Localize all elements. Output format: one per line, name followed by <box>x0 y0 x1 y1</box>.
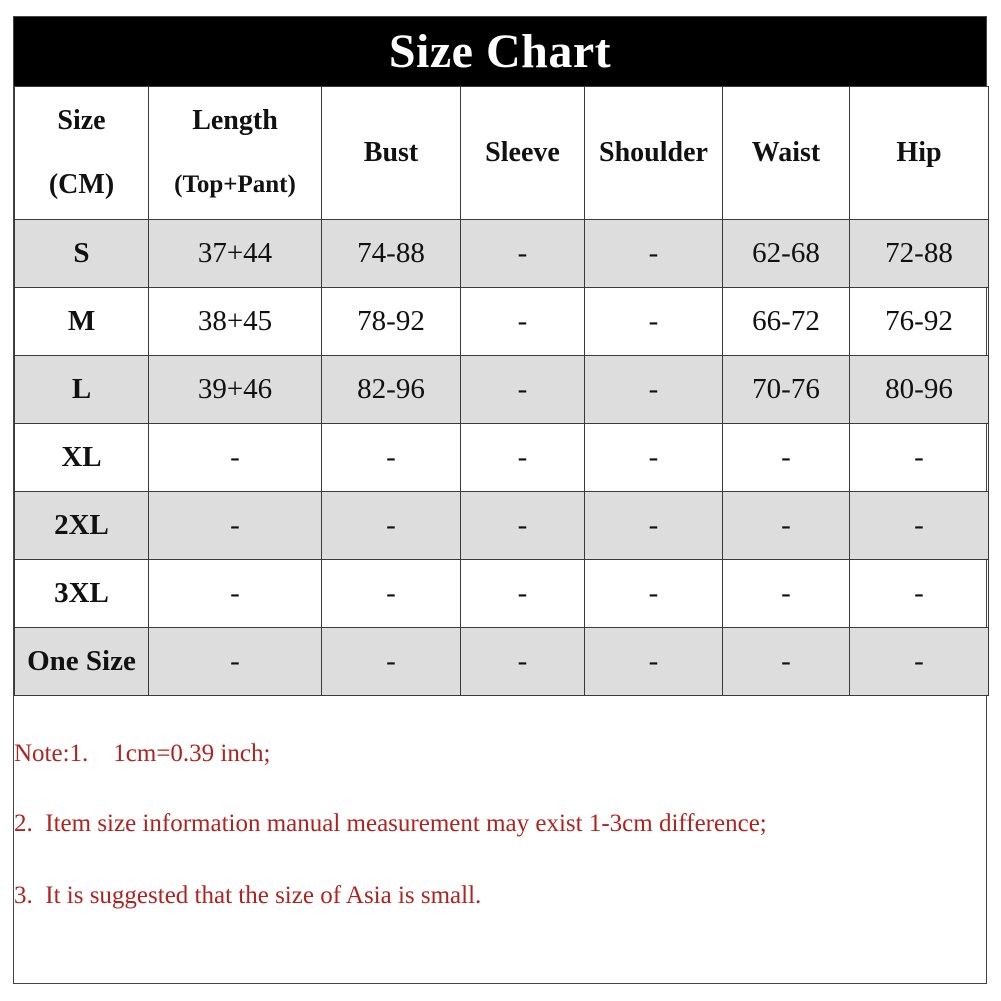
cell-sleeve: - <box>461 628 585 696</box>
cell-bust: 82-96 <box>322 356 461 424</box>
cell-shoulder: - <box>585 492 723 560</box>
note-line: 3. It is suggested that the size of Asia is small. <box>14 882 482 909</box>
note-line: 2. Item size information manual measurement may exist 1-3cm difference; <box>14 810 767 837</box>
header-length-label: Length <box>192 105 278 136</box>
header-length-sub: (Top+Pant) <box>174 171 296 198</box>
cell-waist: 70-76 <box>723 356 850 424</box>
cell-length: 39+46 <box>149 356 322 424</box>
cell-size: S <box>15 220 149 288</box>
table-row <box>15 356 989 424</box>
cell-hip: - <box>850 492 989 560</box>
cell-waist: - <box>723 560 850 628</box>
table-header-row <box>15 87 989 220</box>
cell-size: L <box>15 356 149 424</box>
cell-bust: 78-92 <box>322 288 461 356</box>
cell-hip: - <box>850 560 989 628</box>
cell-length: 37+44 <box>149 220 322 288</box>
cell-bust: - <box>322 560 461 628</box>
table-row <box>15 220 989 288</box>
cell-sleeve: - <box>461 560 585 628</box>
cell-sleeve: - <box>461 424 585 492</box>
cell-bust: - <box>322 424 461 492</box>
cell-size: XL <box>15 424 149 492</box>
cell-hip: - <box>850 628 989 696</box>
cell-bust: - <box>322 628 461 696</box>
cell-sleeve: - <box>461 220 585 288</box>
cell-bust: 74-88 <box>322 220 461 288</box>
size-chart-frame <box>13 16 987 984</box>
cell-shoulder: - <box>585 356 723 424</box>
cell-sleeve: - <box>461 492 585 560</box>
table-row <box>15 492 989 560</box>
cell-waist: - <box>723 424 850 492</box>
cell-length: - <box>149 560 322 628</box>
cell-shoulder: - <box>585 424 723 492</box>
cell-length: 38+45 <box>149 288 322 356</box>
cell-shoulder: - <box>585 560 723 628</box>
header-shoulder: Shoulder <box>585 87 723 220</box>
cell-hip: 72-88 <box>850 220 989 288</box>
cell-hip: 76-92 <box>850 288 989 356</box>
cell-waist: 66-72 <box>723 288 850 356</box>
cell-length: - <box>149 628 322 696</box>
cell-hip: 80-96 <box>850 356 989 424</box>
cell-bust: - <box>322 492 461 560</box>
table-row <box>15 424 989 492</box>
cell-waist: - <box>723 628 850 696</box>
cell-size: M <box>15 288 149 356</box>
cell-waist: 62-68 <box>723 220 850 288</box>
table-row <box>15 288 989 356</box>
cell-length: - <box>149 492 322 560</box>
size-table <box>14 86 989 696</box>
cell-hip: - <box>850 424 989 492</box>
cell-shoulder: - <box>585 288 723 356</box>
cell-shoulder: - <box>585 628 723 696</box>
cell-size: One Size <box>15 628 149 696</box>
cell-shoulder: - <box>585 220 723 288</box>
header-bust: Bust <box>322 87 461 220</box>
header-hip: Hip <box>850 87 989 220</box>
header-size <box>15 87 149 220</box>
cell-size: 3XL <box>15 560 149 628</box>
cell-waist: - <box>723 492 850 560</box>
header-length <box>149 87 322 220</box>
cell-sleeve: - <box>461 356 585 424</box>
header-size-label: Size <box>57 105 106 136</box>
header-waist: Waist <box>723 87 850 220</box>
table-row <box>15 560 989 628</box>
cell-length: - <box>149 424 322 492</box>
header-sleeve: Sleeve <box>461 87 585 220</box>
cell-sleeve: - <box>461 288 585 356</box>
cell-size: 2XL <box>15 492 149 560</box>
table-row <box>15 628 989 696</box>
size-chart-title: Size Chart <box>14 17 986 86</box>
note-line: Note:1. 1cm=0.39 inch; <box>14 740 271 767</box>
header-size-unit: (CM) <box>48 169 115 200</box>
